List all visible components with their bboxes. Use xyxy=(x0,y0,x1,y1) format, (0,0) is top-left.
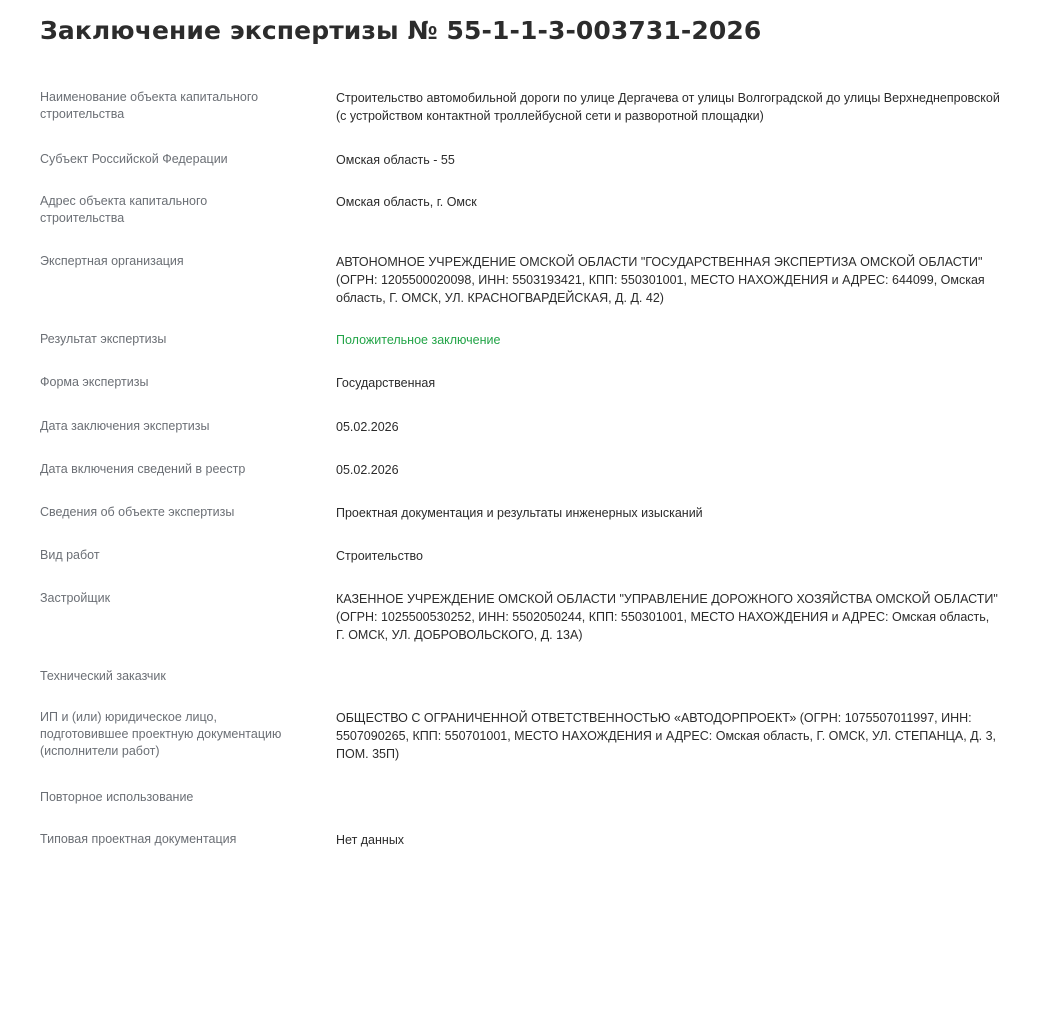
detail-row-federal-subject xyxy=(40,151,1000,193)
detail-label: Вид работ xyxy=(40,548,100,562)
detail-value: Строительство xyxy=(336,549,423,563)
detail-row-work-type xyxy=(40,547,1000,590)
detail-value: АВТОНОМНОЕ УЧРЕЖДЕНИЕ ОМСКОЙ ОБЛАСТИ "ГОСУДАРСТВЕННАЯ ЭКСПЕРТИЗА ОМСКОЙ ОБЛАСТИ" (ОГРН: 1205500020098, ИНН: 5503193421, КПП: 550301001, МЕСТО НАХОЖДЕНИЯ и АДРЕС: 644099, Омская область, Г. ОМСК, УЛ. КРАСНОГВАРДЕЙСКАЯ, Д. Д. 42) xyxy=(336,255,985,305)
detail-label: Сведения об объекте экспертизы xyxy=(40,505,235,519)
detail-label: Типовая проектная документация xyxy=(40,832,237,846)
detail-row-registry-date xyxy=(40,461,1000,504)
detail-value: ОБЩЕСТВО С ОГРАНИЧЕННОЙ ОТВЕТСТВЕННОСТЬЮ «АВТОДОРПРОЕКТ» (ОГРН: 1075507011997, ИНН: 5507090265, КПП: 550701001, МЕСТО НАХОЖДЕНИЯ и АДРЕС: Омская область, Г. ОМСК, УЛ. СТЕПАНЦА, Д. 3, ПОМ. 35П) xyxy=(336,711,997,761)
detail-label: Результат экспертизы xyxy=(40,332,167,346)
detail-value: Омская область - 55 xyxy=(336,153,455,167)
detail-row-standard-design-docs xyxy=(40,831,1000,871)
detail-value: Проектная документация и результаты инженерных изысканий xyxy=(336,506,703,520)
detail-value: КАЗЕННОЕ УЧРЕЖДЕНИЕ ОМСКОЙ ОБЛАСТИ "УПРАВЛЕНИЕ ДОРОЖНОГО ХОЗЯЙСТВА ОМСКОЙ ОБЛАСТИ" (ОГРН: 1025500530252, ИНН: 5502050244, КПП: 550301001, МЕСТО НАХОЖДЕНИЯ и АДРЕС: Омская область, Г. ОМСК, УЛ. ДОБРОВОЛЬСКОГО, Д. 13А) xyxy=(336,592,998,642)
detail-label: ИП и (или) юридическое лицо, подготовившее проектную документацию (исполнители работ) xyxy=(40,710,282,758)
detail-row-design-contractor xyxy=(40,709,1000,789)
detail-value: Омская область, г. Омск xyxy=(336,195,477,209)
detail-row-expertise-form xyxy=(40,374,1000,418)
expertise-result-status: Положительное заключение xyxy=(336,333,501,347)
detail-row-expertise-result xyxy=(40,331,1000,374)
detail-row-expertise-object-info xyxy=(40,504,1000,547)
detail-label: Застройщик xyxy=(40,591,111,605)
detail-label: Адрес объекта капитального строительства xyxy=(40,194,208,225)
detail-label: Экспертная организация xyxy=(40,254,184,268)
page-title: Заключение экспертизы № 55-1-1-3-003731-2026 xyxy=(40,16,762,45)
expertise-details-list xyxy=(40,89,1000,871)
detail-label: Дата включения сведений в реестр xyxy=(40,462,246,476)
detail-row-developer xyxy=(40,590,1000,668)
detail-row-technical-customer xyxy=(40,668,1000,709)
detail-value: 05.02.2026 xyxy=(336,463,399,477)
detail-label: Технический заказчик xyxy=(40,669,166,683)
detail-label: Повторное использование xyxy=(40,790,194,804)
detail-label: Субъект Российской Федерации xyxy=(40,152,228,166)
detail-label: Дата заключения экспертизы xyxy=(40,419,210,433)
detail-row-object-name xyxy=(40,89,1000,151)
detail-value: Нет данных xyxy=(336,833,405,847)
detail-value: Государственная xyxy=(336,376,436,390)
detail-label: Наименование объекта капитального строительства xyxy=(40,90,259,121)
detail-row-reuse xyxy=(40,789,1000,831)
detail-label: Форма экспертизы xyxy=(40,375,149,389)
detail-row-conclusion-date xyxy=(40,418,1000,461)
detail-row-object-address xyxy=(40,193,1000,253)
detail-value: 05.02.2026 xyxy=(336,420,399,434)
detail-value: Строительство автомобильной дороги по улице Дергачева от улицы Волгоградской до улицы Верхнеднепровской (с устройством контактной троллейбусной сети и разворотной площадки) xyxy=(336,91,1000,123)
detail-row-expert-organization xyxy=(40,253,1000,331)
